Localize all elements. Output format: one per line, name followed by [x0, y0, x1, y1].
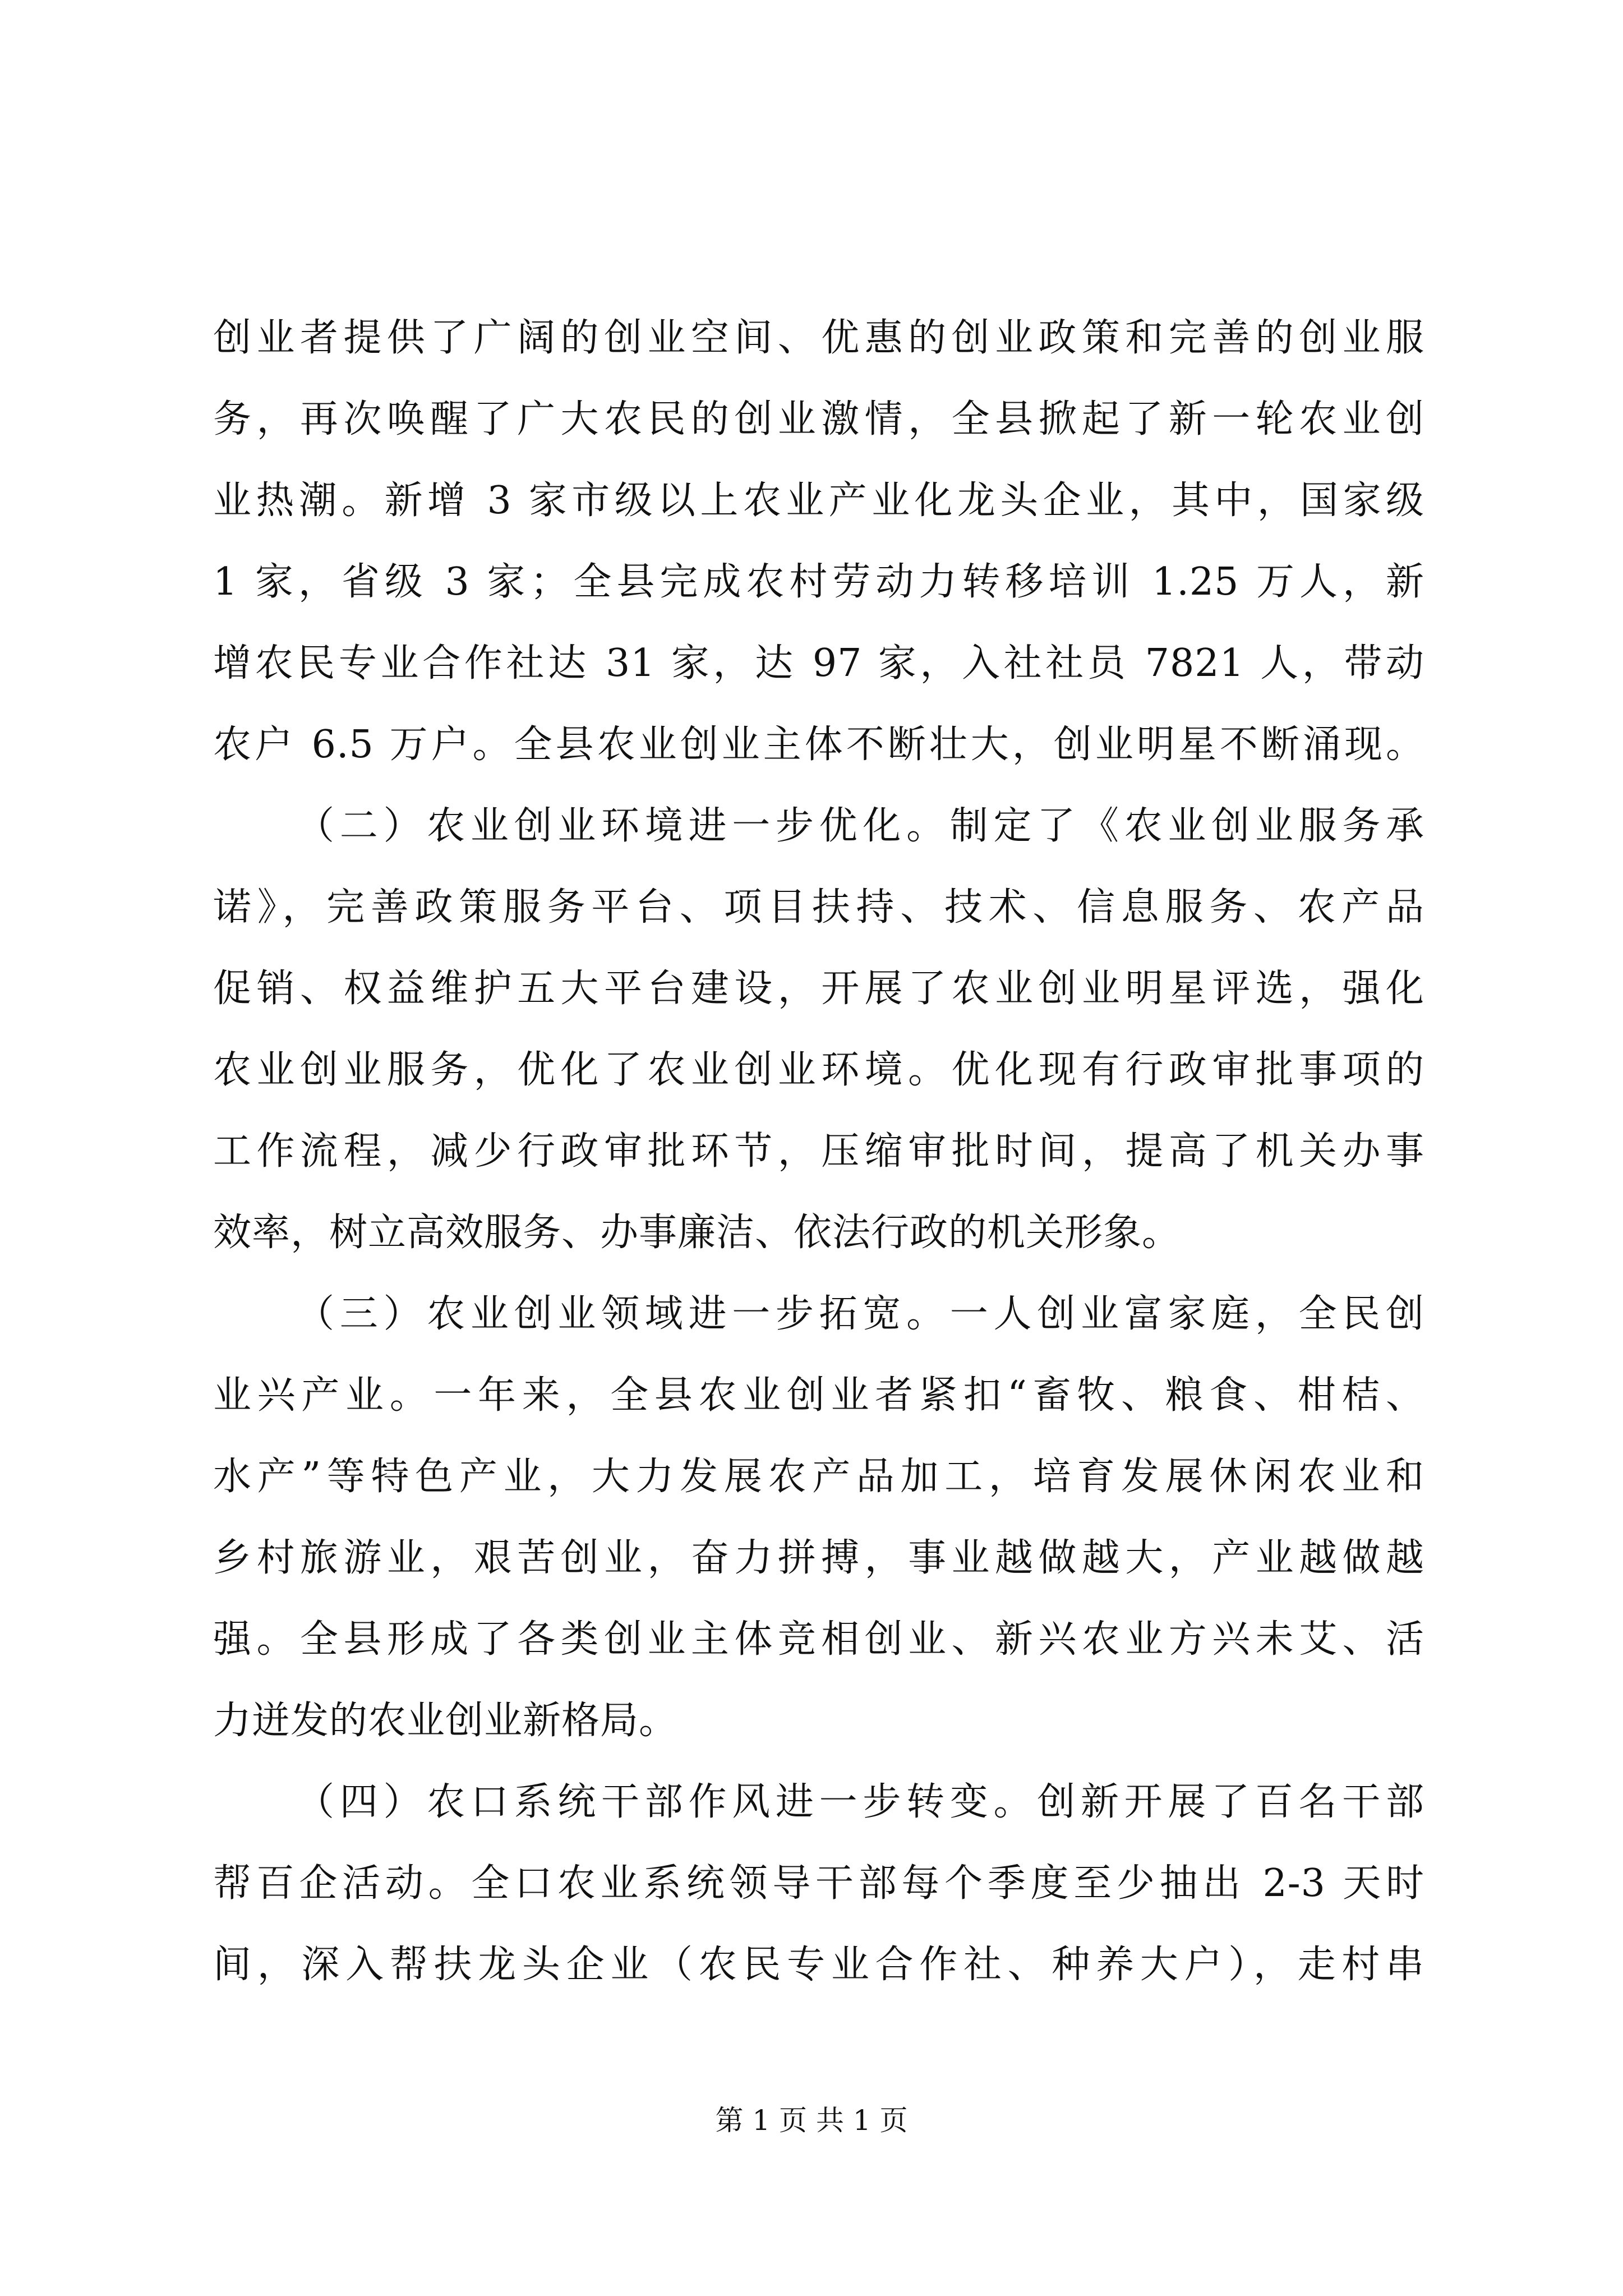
page-footer: 第 1 页 共 1 页 [715, 2104, 908, 2137]
text-line: 农业创业服务，优化了农业创业环境。优化现有行政审批事项的 [213, 1048, 1424, 1092]
text-line: 1 家，省级 3 家；全县完成农村劳动力转移培训 1.25 万人，新 [213, 560, 1424, 604]
text-line: 强。全县形成了各类创业主体竞相创业、新兴农业方兴未艾、活 [213, 1617, 1424, 1662]
text-line: 帮百企活动。全口农业系统领导干部每个季度至少抽出 2-3 天时 [213, 1861, 1424, 1906]
text-line: 间，深入帮扶龙头企业（农民专业合作社、种养大户），走村串 [213, 1943, 1424, 1987]
text-line: 力迸发的农业创业新格局。 [213, 1699, 678, 1743]
text-line: （四）农口系统干部作风进一步转变。创新开展了百名干部 [296, 1780, 1424, 1824]
text-line: （二）农业创业环境进一步优化。制定了《农业创业服务承 [296, 804, 1424, 848]
text-line: 务，再次唤醒了广大农民的创业激情，全县掀起了新一轮农业创 [213, 397, 1424, 441]
text-line: 业热潮。新增 3 家市级以上农业产业化龙头企业，其中，国家级 [213, 478, 1424, 523]
text-line: 增农民专业合作社达 31 家，达 97 家，入社社员 7821 人，带动 [213, 641, 1424, 685]
text-line: 水产”等特色产业，大力发展农产品加工，培育发展休闲农业和 [213, 1455, 1424, 1499]
text-line: 农户 6.5 万户。全县农业创业主体不断壮大，创业明星不断涌现。 [213, 723, 1424, 767]
text-line: 效率，树立高效服务、办事廉洁、依法行政的机关形象。 [213, 1211, 1181, 1255]
text-line: 工作流程，减少行政审批环节，压缩审批时间，提高了机关办事 [213, 1129, 1424, 1174]
text-line: 乡村旅游业，艰苦创业，奋力拼搏，事业越做越大，产业越做越 [213, 1536, 1424, 1580]
text-line: 创业者提供了广阔的创业空间、优惠的创业政策和完善的创业服 [213, 316, 1424, 360]
text-line: 业兴产业。一年来，全县农业创业者紧扣“畜牧、粮食、柑桔、 [213, 1373, 1424, 1418]
text-line: 促销、权益维护五大平台建设，开展了农业创业明星评选，强化 [213, 967, 1424, 1011]
text-line: （三）农业创业领域进一步拓宽。一人创业富家庭，全民创 [296, 1292, 1424, 1336]
document-body [213, 297, 1424, 2005]
text-line: 诺》，完善政策服务平台、项目扶持、技术、信息服务、农产品 [213, 885, 1424, 930]
